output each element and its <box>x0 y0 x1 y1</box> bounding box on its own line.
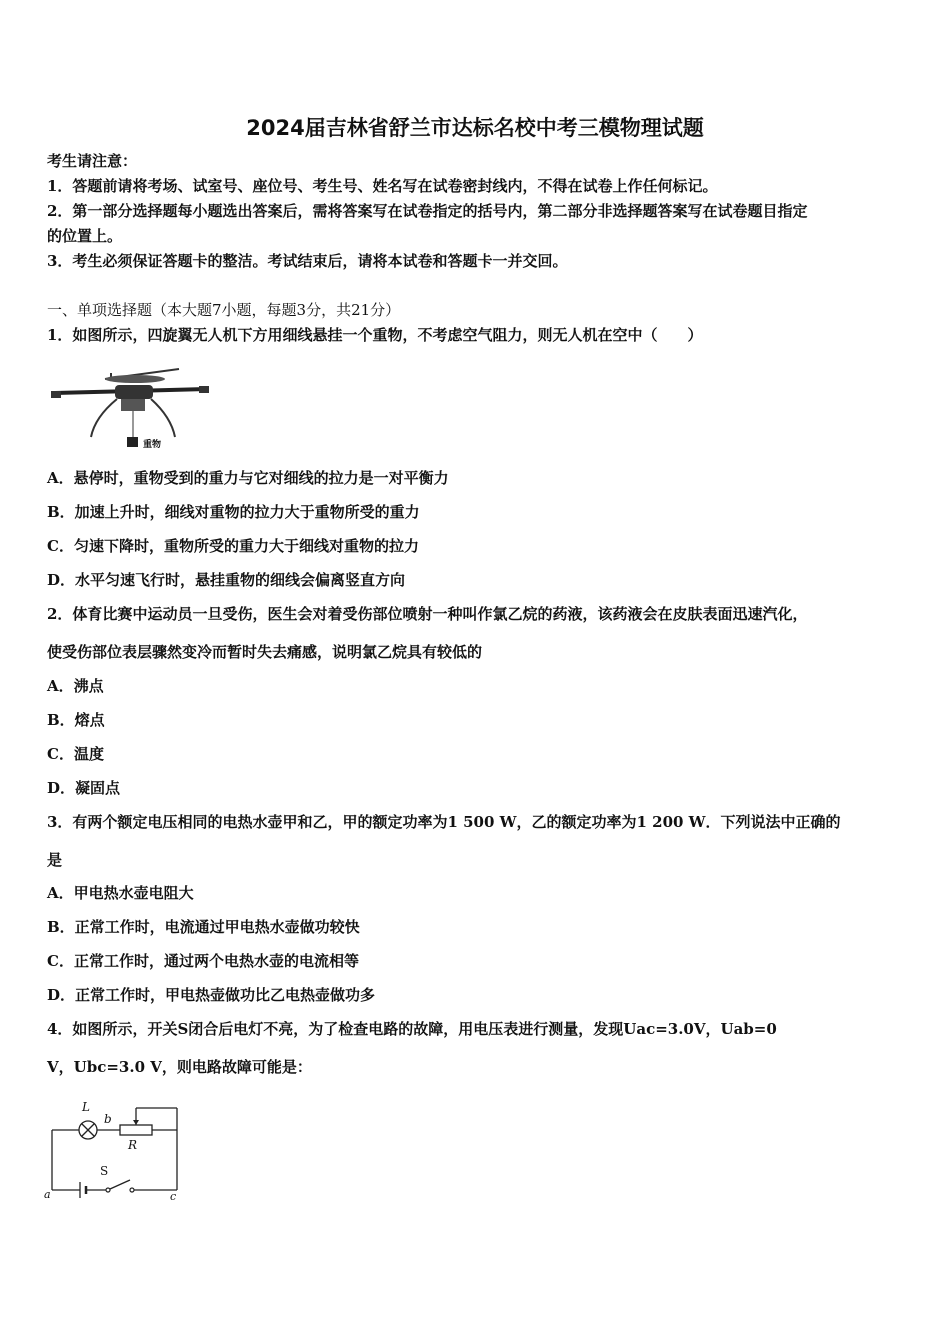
question-3-option: A．甲电热水壶电阻大 <box>47 884 194 902</box>
page-title: 2024届吉林省舒兰市达标名校中考三模物理试题 <box>246 116 704 140</box>
question-1-option: C．匀速下降时，重物所受的重力大于细线对重物的拉力 <box>47 537 419 555</box>
question-3-option: D．正常工作时，甲电热壶做功比乙电热壶做功多 <box>47 986 376 1004</box>
question-3-stem: 是 <box>47 851 63 869</box>
question-3-option: B．正常工作时，电流通过甲电热水壶做功较快 <box>47 918 360 936</box>
notice-heading: 考生请注意： <box>47 152 138 170</box>
question-4-stem: 4．如图所示，开关S闭合后电灯不亮，为了检查电路的故障，用电压表进行测量，发现Uac=3.0V，Uab=0 <box>47 1020 777 1038</box>
question-4-stem: V，Ubc=3.0 V，则电路故障可能是： <box>47 1058 312 1076</box>
drone-figure <box>47 365 217 455</box>
question-2-option: A．沸点 <box>47 677 104 695</box>
question-1-stem: 1．如图所示，四旋翼无人机下方用细线悬挂一个重物，不考虑空气阻力，则无人机在空中（ ） <box>47 326 703 344</box>
switch-label: S <box>100 1164 109 1178</box>
question-2-stem: 使受伤部位表层骤然变冷而暂时失去痛感，说明氯乙烷具有较低的 <box>47 643 483 661</box>
question-2-option: B．熔点 <box>47 711 105 729</box>
circuit-diagram <box>44 1098 184 1202</box>
notice-item: 1．答题前请将考场、试室号、座位号、考生号、姓名写在试卷密封线内，不得在试卷上作任何标记。 <box>47 177 718 195</box>
weight-label: 重物 <box>143 440 162 450</box>
resistor-label: R <box>128 1138 138 1152</box>
point-a-label: a <box>44 1188 51 1201</box>
point-b-label: b <box>104 1112 112 1126</box>
question-3-option: C．正常工作时，通过两个电热水壶的电流相等 <box>47 952 359 970</box>
question-3-stem: 3．有两个额定电压相同的电热水壶甲和乙，甲的额定功率为1 500 W，乙的额定功率为1 200 W．下列说法中正确的 <box>47 813 841 831</box>
question-2-option: C．温度 <box>47 745 104 763</box>
question-1-option: A．悬停时，重物受到的重力与它对细线的拉力是一对平衡力 <box>47 469 449 487</box>
section-heading: 一、单项选择题（本大题7小题，每题3分，共21分） <box>47 301 401 319</box>
question-1-option: B．加速上升时，细线对重物的拉力大于重物所受的重力 <box>47 503 420 521</box>
notice-item: 3．考生必须保证答题卡的整洁。考试结束后，请将本试卷和答题卡一并交回。 <box>47 252 568 270</box>
notice-item: 的位置上。 <box>47 227 123 245</box>
notice-item: 2．第一部分选择题每小题选出答案后，需将答案写在试卷指定的括号内，第二部分非选择题答案写在试卷题目指定 <box>47 202 808 220</box>
question-1-option: D．水平匀速飞行时，悬挂重物的细线会偏离竖直方向 <box>47 571 406 589</box>
question-2-stem: 2．体育比赛中运动员一旦受伤，医生会对着受伤部位喷射一种叫作氯乙烷的药液，该药液会在皮肤表面迅速汽化， <box>47 605 808 623</box>
lamp-label: L <box>82 1100 90 1114</box>
question-2-option: D．凝固点 <box>47 779 121 797</box>
point-c-label: c <box>170 1190 177 1203</box>
